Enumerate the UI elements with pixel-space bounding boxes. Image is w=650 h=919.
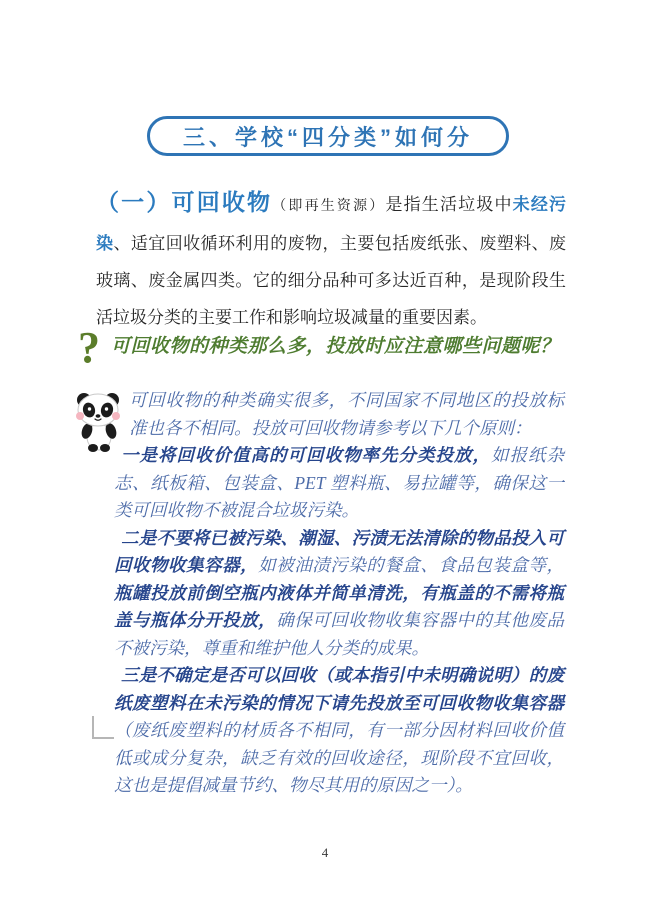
question-mark-icon: ? (78, 323, 100, 372)
section-title: 三、学校“四分类”如何分 (182, 124, 473, 150)
recyclables-definition-paragraph (96, 184, 566, 336)
text-segment: 一是将回收价值高的可回收物率先分类投放， (121, 445, 491, 465)
principle-1 (114, 442, 564, 525)
text-segment: （即再生资源） (272, 199, 386, 214)
text-segment: 未经污染 (96, 195, 567, 253)
text-segment: 三是不确定是否可以回收（或本指引中未明确说明）的废纸废塑料在未污染的情况下请先投放至可回收物收集容器 (114, 665, 564, 713)
text-segment: 瓶罐投放前倒空瓶内液体并简单清洗，有瓶盖的不需将瓶盖与瓶体分开投放， (114, 582, 564, 630)
text-segment: 是指生活垃圾中 (385, 195, 513, 214)
textbox-corner-mark (92, 716, 114, 739)
text-segment: （废纸废塑料的材质各不相同，有一部分因材料回收价值低或成分复杂，缺乏有效的回收途径，现阶段不宜回收，这也是提倡减量节约、物尽其用的原因之一）。 (114, 720, 564, 795)
question-row (78, 323, 570, 372)
text-segment: 二是不要将已被污染、潮湿、污渍无法清除的物品投入可回收物收集容器， (114, 527, 564, 575)
text-segment: 、适宜回收循环利用的废物，主要包括废纸张、废塑料、废玻璃、废金属四类。它的细分品种可多达近百种，是现阶段生活垃圾分类的主要工作和影响垃圾减量的重要因素。 (96, 234, 567, 327)
text-segment: 确保可回收物收集容器中的其他废品不被污染，尊重和维护他人分类的成果。 (114, 610, 564, 658)
question-text: 可回收物的种类那么多，投放时应注意哪些问题呢？ (111, 336, 560, 357)
text-segment: 如报纸杂志、纸板箱、包装盒、PET 塑料瓶、易拉罐等，确保这一类可回收物不被混合垃圾污染。 (114, 445, 564, 520)
answer-intro: 可回收物的种类确实很多，不同国家不同地区的投放标准也各不相同。投放可回收物请参考以下几个原则： (129, 390, 564, 438)
section-title-banner (147, 116, 509, 156)
text-segment: 如被油渍污染的餐盒、食品包装盒等， (258, 555, 565, 575)
text-segment: （一）可回收物 (96, 189, 273, 215)
principle-2 (114, 525, 564, 663)
answer-block (114, 387, 564, 800)
page-number: 4 (321, 845, 329, 860)
principle-3 (114, 662, 564, 800)
